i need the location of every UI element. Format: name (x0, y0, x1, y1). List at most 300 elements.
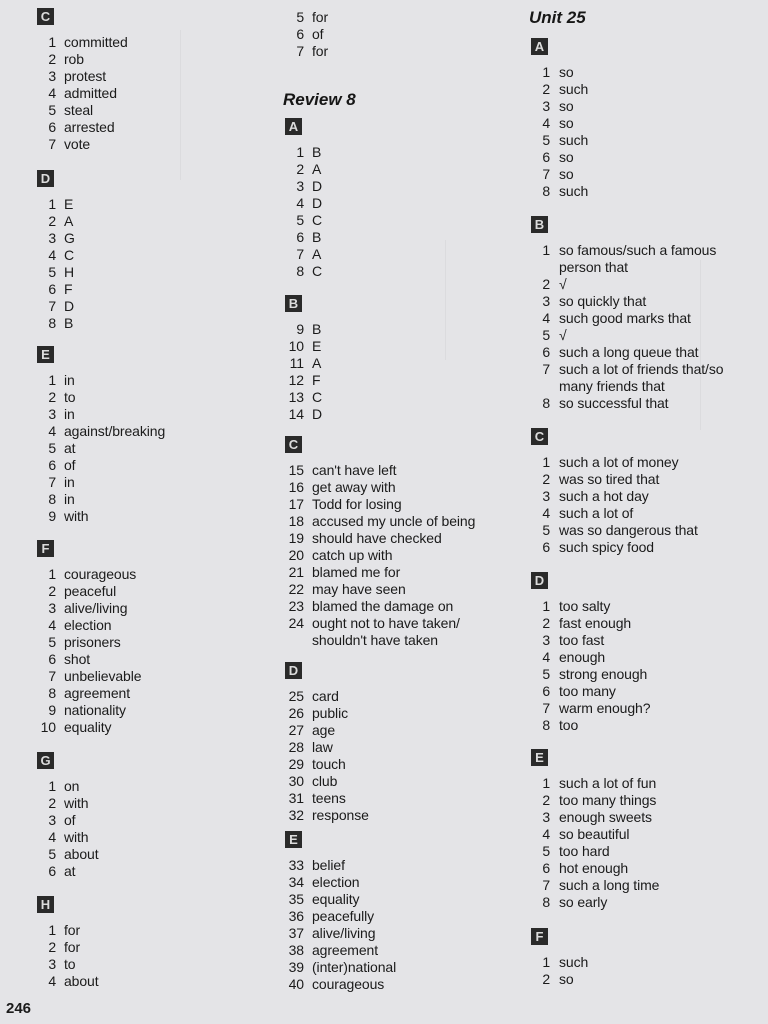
answer-number: 24 (288, 615, 304, 631)
answer-item (279, 564, 400, 581)
answer-text: blamed the damage on (312, 598, 454, 614)
answer-item (279, 857, 345, 874)
answer-item (531, 877, 659, 894)
answer-number: 14 (288, 406, 304, 422)
answer-number: 2 (542, 471, 550, 487)
answer-text: agreement (312, 942, 379, 958)
answer-number: 3 (48, 230, 56, 246)
answer-text: in (64, 491, 75, 507)
answer-item (531, 64, 574, 81)
answer-item (37, 600, 127, 617)
answer-item (279, 925, 375, 942)
answer-number: 2 (48, 213, 56, 229)
answer-item (37, 264, 74, 281)
exercise-letter-badge: E (531, 749, 548, 766)
answer-item (531, 505, 633, 522)
answer-text: in (64, 406, 75, 422)
answer-number: 2 (542, 81, 550, 97)
answer-item (531, 826, 629, 843)
answer-number: 4 (48, 423, 56, 439)
answer-text: get away with (312, 479, 396, 495)
answer-text: G (64, 230, 75, 246)
answer-item (531, 683, 616, 700)
answer-text: equality (64, 719, 112, 735)
answer-number: 2 (542, 792, 550, 808)
answer-item (279, 773, 337, 790)
answer-number: 5 (48, 634, 56, 650)
answer-number: 4 (48, 617, 56, 633)
answer-item (37, 440, 75, 457)
answer-text: with (64, 829, 89, 845)
answer-number: 7 (542, 700, 550, 716)
answer-item (531, 81, 588, 98)
answer-number: 4 (542, 505, 550, 521)
section-title: Unit 25 (529, 8, 586, 27)
exercise-letter-badge: E (37, 346, 54, 363)
answer-text: card (312, 688, 339, 704)
answer-number: 6 (296, 26, 304, 42)
answer-item (279, 321, 321, 338)
answer-text: such a long queue that (559, 344, 699, 360)
answer-number: 2 (48, 51, 56, 67)
answer-item (279, 229, 321, 246)
answer-number: 22 (288, 581, 304, 597)
answer-number: 7 (542, 877, 550, 893)
answer-number: 1 (542, 242, 550, 258)
answer-text: D (312, 406, 323, 422)
answer-item (37, 846, 99, 863)
answer-text: about (64, 973, 99, 989)
answer-item (531, 488, 649, 505)
exercise-letter-badge: C (531, 428, 548, 445)
answer-number: 4 (542, 649, 550, 665)
answer-number: 4 (542, 310, 550, 326)
answer-number: 38 (288, 942, 304, 958)
answer-item (279, 338, 321, 355)
answer-text: in (64, 372, 75, 388)
answer-number: 6 (542, 539, 550, 555)
answer-item (279, 9, 328, 26)
answer-item (279, 959, 396, 976)
answer-number: 32 (288, 807, 304, 823)
answer-item (279, 688, 339, 705)
answer-number: 1 (48, 372, 56, 388)
answer-item (279, 26, 323, 43)
answer-number: 11 (289, 355, 304, 371)
answer-text: such a hot day (559, 488, 649, 504)
section-title: Review 8 (283, 90, 356, 109)
exercise-letter-badge: B (285, 295, 302, 312)
answer-number (531, 378, 559, 395)
answer-text: too many (559, 683, 616, 699)
answer-number: 1 (542, 454, 550, 470)
answer-item (279, 496, 402, 513)
answer-item (279, 976, 384, 993)
answer-text: so beautiful (559, 826, 630, 842)
answer-number: 3 (48, 812, 56, 828)
answer-number: 8 (48, 685, 56, 701)
answer-number: 16 (288, 479, 304, 495)
answer-item (279, 908, 374, 925)
answer-text: teens (312, 790, 346, 806)
answer-item (37, 85, 117, 102)
answer-number: 37 (288, 925, 304, 941)
answer-number: 20 (288, 547, 304, 563)
answer-item (531, 98, 574, 115)
answer-text: public (312, 705, 348, 721)
answer-item (37, 34, 128, 51)
answer-number: 3 (542, 293, 550, 309)
answer-text: A (312, 246, 322, 262)
answer-number: 5 (542, 666, 550, 682)
answer-item (531, 615, 631, 632)
answer-text: shouldn't have taken (312, 632, 438, 648)
answer-number: 18 (288, 513, 304, 529)
answer-item (531, 971, 574, 988)
answer-text: A (64, 213, 74, 229)
answer-text: person that (559, 259, 628, 275)
answer-text: so (559, 98, 574, 114)
answer-item (279, 144, 321, 161)
answer-text: arrested (64, 119, 115, 135)
answer-item (37, 196, 73, 213)
answer-item (531, 115, 574, 132)
answer-item (37, 51, 84, 68)
answer-number: 5 (48, 440, 56, 456)
answer-number: 2 (542, 276, 550, 292)
answer-text: too hard (559, 843, 610, 859)
answer-item (531, 183, 588, 200)
answer-text: peacefully (312, 908, 375, 924)
answer-number: 4 (542, 826, 550, 842)
answer-text: such a long time (559, 877, 660, 893)
answer-text: such a lot of (559, 505, 634, 521)
answer-number: 29 (288, 756, 304, 772)
answer-text: shot (64, 651, 91, 667)
exercise-letter-badge: E (285, 831, 302, 848)
answer-number: 1 (48, 196, 56, 212)
answer-text: steal (64, 102, 94, 118)
answer-number: 4 (48, 829, 56, 845)
answer-item (531, 666, 647, 683)
page-number: 246 (6, 1000, 32, 1017)
exercise-letter-badge: B (531, 216, 548, 233)
answer-item (37, 68, 106, 85)
answer-text: H (64, 264, 75, 280)
answer-text: so quickly that (559, 293, 647, 309)
answer-text: so (559, 149, 574, 165)
answer-number (531, 259, 559, 276)
answer-text: D (312, 178, 323, 194)
answer-text: so (559, 166, 574, 182)
answer-item (279, 705, 348, 722)
answer-number: 1 (48, 566, 56, 582)
answer-text: for (312, 43, 329, 59)
answer-item (37, 973, 99, 990)
answer-text: election (64, 617, 112, 633)
answer-text: club (312, 773, 338, 789)
answer-item (279, 722, 335, 739)
answer-item (531, 860, 628, 877)
answer-item (37, 230, 75, 247)
answer-number: 36 (288, 908, 304, 924)
answer-text: √ (559, 327, 567, 343)
answer-number: 6 (542, 683, 550, 699)
answer-number: 30 (288, 773, 304, 789)
answer-text: catch up with (312, 547, 393, 563)
answer-number: 1 (542, 598, 550, 614)
answer-text: E (312, 338, 322, 354)
answer-text: touch (312, 756, 346, 772)
answer-item (37, 136, 90, 153)
answer-item (531, 792, 656, 809)
answer-text: should have checked (312, 530, 442, 546)
answer-number: 5 (48, 846, 56, 862)
exercise-letter-badge: F (531, 928, 548, 945)
answer-number: 8 (296, 263, 304, 279)
answer-number: 23 (288, 598, 304, 614)
answer-number: 5 (542, 132, 550, 148)
answer-number: 6 (542, 860, 550, 876)
answer-number: 6 (48, 119, 56, 135)
answer-number: 40 (288, 976, 304, 992)
answer-number: 3 (48, 956, 56, 972)
answer-number: 5 (542, 327, 550, 343)
answer-text: (inter)national (312, 959, 397, 975)
answer-text: alive/living (64, 600, 128, 616)
answer-item (37, 423, 165, 440)
answer-number: 7 (542, 166, 550, 182)
answer-item (37, 829, 89, 846)
answer-text: with (64, 795, 89, 811)
answer-number: 5 (542, 522, 550, 538)
answer-number: 9 (48, 702, 56, 718)
answer-item (531, 954, 588, 971)
bleed-through-texture (700, 260, 751, 430)
answer-text: for (64, 922, 81, 938)
answer-item (37, 298, 74, 315)
answer-text: such (559, 132, 589, 148)
exercise-letter-badge: G (37, 752, 54, 769)
answer-text: was so tired that (559, 471, 660, 487)
answer-item (37, 213, 73, 230)
answer-text: such (559, 81, 589, 97)
answer-number: 10 (288, 338, 304, 354)
answer-item (37, 668, 141, 685)
answer-item (531, 894, 607, 911)
answer-text: nationality (64, 702, 126, 718)
answer-text: too salty (559, 598, 611, 614)
answer-item (531, 361, 723, 378)
answer-item (531, 166, 574, 183)
answer-number: 6 (48, 457, 56, 473)
answer-item (531, 395, 668, 412)
answer-item (279, 547, 392, 564)
answer-item (531, 717, 578, 734)
answer-number: 2 (296, 161, 304, 177)
answer-item (531, 649, 605, 666)
answer-item (279, 195, 322, 212)
answer-number: 6 (48, 281, 56, 297)
answer-item (531, 700, 650, 717)
answer-text: to (64, 389, 76, 405)
answer-item (37, 812, 75, 829)
answer-number: 13 (288, 389, 304, 405)
answer-number: 2 (48, 389, 56, 405)
answer-number: 3 (542, 98, 550, 114)
answer-item (37, 389, 75, 406)
answer-text: belief (312, 857, 345, 873)
answer-text: age (312, 722, 336, 738)
answer-number: 2 (542, 971, 550, 987)
answer-item (279, 355, 321, 372)
answer-item (37, 474, 75, 491)
answer-item (37, 617, 111, 634)
answer-item (531, 149, 574, 166)
answer-number: 7 (296, 43, 304, 59)
answer-number: 6 (48, 863, 56, 879)
answer-number: 3 (296, 178, 304, 194)
answer-number: 3 (48, 600, 56, 616)
answer-text: alive/living (312, 925, 376, 941)
answer-item (37, 778, 79, 795)
answer-text: can't have left (312, 462, 397, 478)
answer-item (279, 263, 322, 280)
answer-text: of (64, 457, 76, 473)
answer-text: prisoners (64, 634, 121, 650)
answer-item (37, 651, 90, 668)
answer-text: protest (64, 68, 107, 84)
answer-number: 35 (288, 891, 304, 907)
answer-item (37, 102, 93, 119)
answer-number: 5 (542, 843, 550, 859)
answer-item (37, 315, 73, 332)
answer-item (37, 719, 111, 736)
answer-text: strong enough (559, 666, 648, 682)
answer-number: 3 (542, 632, 550, 648)
exercise-letter-badge: D (531, 572, 548, 589)
answer-text: F (312, 372, 321, 388)
answer-text: such good marks that (559, 310, 691, 326)
exercise-letter-badge: C (37, 8, 54, 25)
answer-item (279, 790, 346, 807)
answer-item (37, 119, 115, 136)
answer-item (279, 372, 320, 389)
answer-item (279, 942, 378, 959)
answer-item (279, 43, 328, 60)
answer-text: rob (64, 51, 84, 67)
answer-text: warm enough? (559, 700, 651, 716)
answer-text: B (312, 229, 322, 245)
answer-text: D (64, 298, 75, 314)
answer-text: A (312, 161, 322, 177)
answer-text: C (64, 247, 75, 263)
exercise-letter-badge: F (37, 540, 54, 557)
answer-item (37, 406, 75, 423)
answer-item (531, 539, 654, 556)
exercise-letter-badge: D (285, 662, 302, 679)
answer-text: F (64, 281, 73, 297)
answer-text: on (64, 778, 80, 794)
answer-item (37, 372, 75, 389)
answer-text: too (559, 717, 579, 733)
answer-text: Todd for losing (312, 496, 402, 512)
exercise-letter-badge: D (37, 170, 54, 187)
answer-text: election (312, 874, 360, 890)
answer-number: 3 (542, 809, 550, 825)
answer-number: 28 (288, 739, 304, 755)
answer-number: 1 (296, 144, 304, 160)
answer-number: 8 (542, 395, 550, 411)
answer-text: equality (312, 891, 360, 907)
answer-text: against/breaking (64, 423, 166, 439)
answer-text: such (559, 954, 589, 970)
answer-text: so (559, 64, 574, 80)
answer-number: 8 (48, 491, 56, 507)
answer-number: 3 (542, 488, 550, 504)
answer-item (531, 327, 567, 344)
answer-item (531, 378, 665, 395)
answer-number: 34 (288, 874, 304, 890)
answer-item (279, 212, 322, 229)
answer-number: 8 (542, 717, 550, 733)
answer-text: response (312, 807, 369, 823)
answer-item (37, 702, 126, 719)
answer-number: 7 (48, 136, 56, 152)
answer-number: 4 (48, 85, 56, 101)
answer-number: 8 (48, 315, 56, 331)
answer-number: 17 (288, 496, 304, 512)
answer-item (531, 775, 656, 792)
answer-text: too many things (559, 792, 657, 808)
answer-item (37, 457, 75, 474)
answer-text: vote (64, 136, 91, 152)
answer-number: 8 (542, 183, 550, 199)
answer-item (279, 406, 322, 423)
answer-number: 5 (48, 102, 56, 118)
answer-number: 25 (288, 688, 304, 704)
answer-number: 6 (296, 229, 304, 245)
answer-item (531, 632, 604, 649)
answer-text: for (64, 939, 81, 955)
answer-item (37, 281, 72, 298)
answer-number: 1 (48, 922, 56, 938)
answer-item (279, 874, 359, 891)
answer-text: peaceful (64, 583, 117, 599)
answer-number (279, 632, 312, 649)
answer-item (37, 583, 116, 600)
answer-item (531, 809, 652, 826)
answer-text: such a lot of money (559, 454, 679, 470)
answer-number: 7 (48, 474, 56, 490)
answer-text: many friends that (559, 378, 665, 394)
answer-item (37, 795, 89, 812)
answer-item (531, 310, 691, 327)
answer-number: 15 (288, 462, 304, 478)
answer-item (531, 843, 610, 860)
answer-number: 7 (296, 246, 304, 262)
answer-item (531, 598, 610, 615)
answer-text: such a lot of fun (559, 775, 657, 791)
answer-text: for (312, 9, 329, 25)
answer-item (279, 739, 333, 756)
exercise-letter-badge: H (37, 896, 54, 913)
answer-item (279, 530, 442, 547)
answer-text: of (64, 812, 76, 828)
answer-number: 4 (542, 115, 550, 131)
answer-text: B (312, 144, 322, 160)
answer-item (531, 293, 646, 310)
